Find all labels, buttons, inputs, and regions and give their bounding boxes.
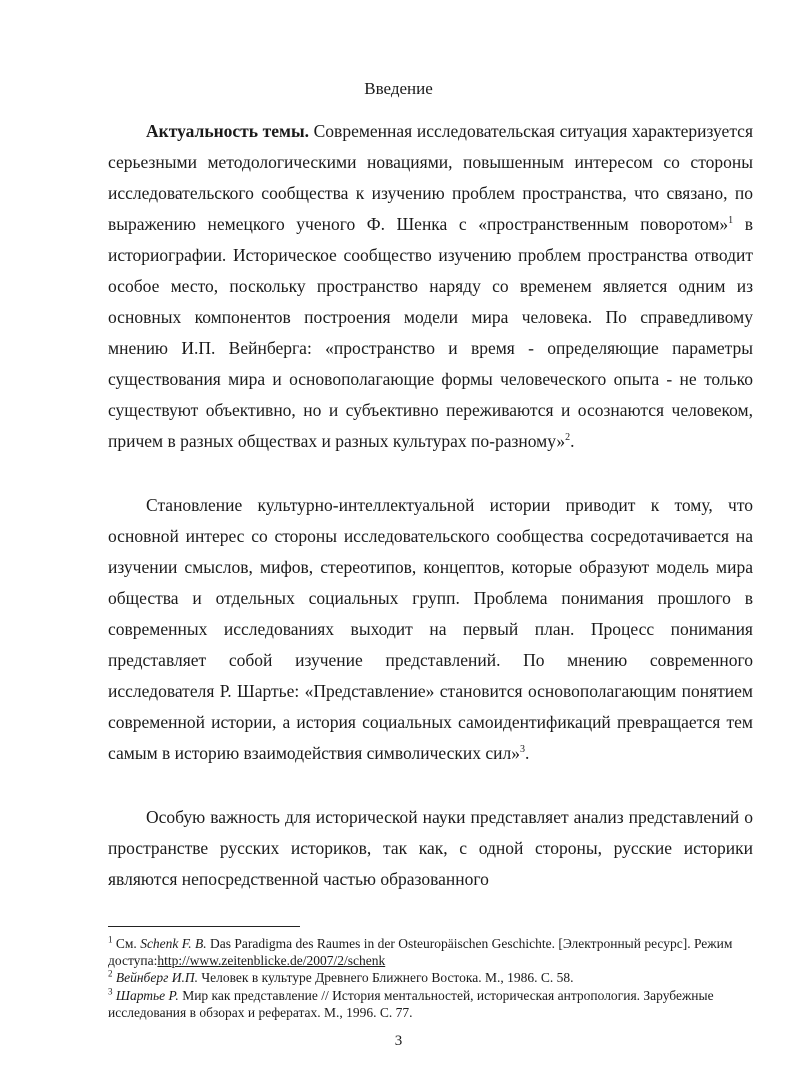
footnote-mark: 3 xyxy=(108,986,113,997)
paragraph-text: . xyxy=(570,431,575,451)
paragraph-relevance xyxy=(108,116,753,457)
footnote-ref[interactable]: 1 xyxy=(728,215,734,227)
paragraph-text: в историографии. Историческое сообщество изучению проблем пространства отводит особое место, поскольку пространство наряду со временем является одним из основных компонентов построения модели мира человека. По справедливому мнению И.П. Вейнберга: «пространство и время - определяющие параметры существования мира и основополагающие формы человеческого опыта - не только существуют объективно, но и субъективно переживаются и осознаются человеком, причем в разных обществах и разных культурах по-разному» xyxy=(108,214,753,451)
paragraph-text: . xyxy=(525,743,530,763)
paragraph-text: Современная исследовательская ситуация характеризуется серьезными методологическими новациями, повышенным интересом со стороны исследовательского сообщества к изучению проблем пространства, что связано, по выражению немецкого ученого Ф. Шенка с «пространственным поворотом» xyxy=(108,121,753,234)
paragraph-cultural-history xyxy=(108,490,753,769)
footnote-ref[interactable]: 2 xyxy=(565,432,571,444)
footnote xyxy=(108,987,753,1021)
footnote-author: Schenk F. B. xyxy=(140,936,207,951)
page-title: Введение xyxy=(364,79,433,98)
footnote-author: Вейнберг И.П. xyxy=(115,970,198,985)
page-number: 3 xyxy=(394,1033,403,1049)
footnote xyxy=(108,935,753,969)
footnote-text: Мир как представление // История ментальностей, историческая антропология. Зарубежные исследования в обзорах и рефератах. М., 1996. С. 77. xyxy=(108,988,714,1020)
footnote-author: Шартье Р. xyxy=(115,988,179,1003)
paragraph-text: Особую важность для исторической науки представляет анализ представлений о пространстве русских историков, так как, с одной стороны, русские историки являются непосредственной частью образованного xyxy=(108,807,753,889)
footnote-divider xyxy=(108,926,300,927)
paragraph-importance xyxy=(108,802,753,895)
footnote-text: Das Paradigma des Raumes in der Osteuropäischen Geschichte. [Электронный ресурс]. Режим доступа: xyxy=(108,936,733,968)
footnote-ref[interactable]: 3 xyxy=(520,744,526,756)
paragraph-text: Становление культурно-интеллектуальной истории приводит к тому, что основной интерес со стороны исследовательского сообщества сосредотачивается на изучении смыслов, мифов, стереотипов, концептов, которые образуют модель мира общества и отдельных социальных групп. Проблема понимания прошлого в современных исследованиях выходит на первый план. Процесс понимания представляет собой изучение представлений. По мнению современного исследователя Р. Шартье: «Представление» становится основополагающим понятием современной истории, а история социальных самоидентификаций превращается тем самым в историю взаимодействия символических сил» xyxy=(108,495,753,763)
footnote-mark: 2 xyxy=(108,968,113,979)
footnote xyxy=(108,969,753,986)
paragraph-lead: Актуальность темы. xyxy=(146,121,309,141)
footnote-prefix: См. xyxy=(112,936,141,951)
footnote-text: Человек в культуре Древнего Ближнего Востока. М., 1986. С. 58. xyxy=(197,970,574,985)
footnote-mark: 1 xyxy=(108,934,113,945)
footnote-link[interactable]: http://www.zeitenblicke.de/2007/2/schenk xyxy=(157,953,386,968)
